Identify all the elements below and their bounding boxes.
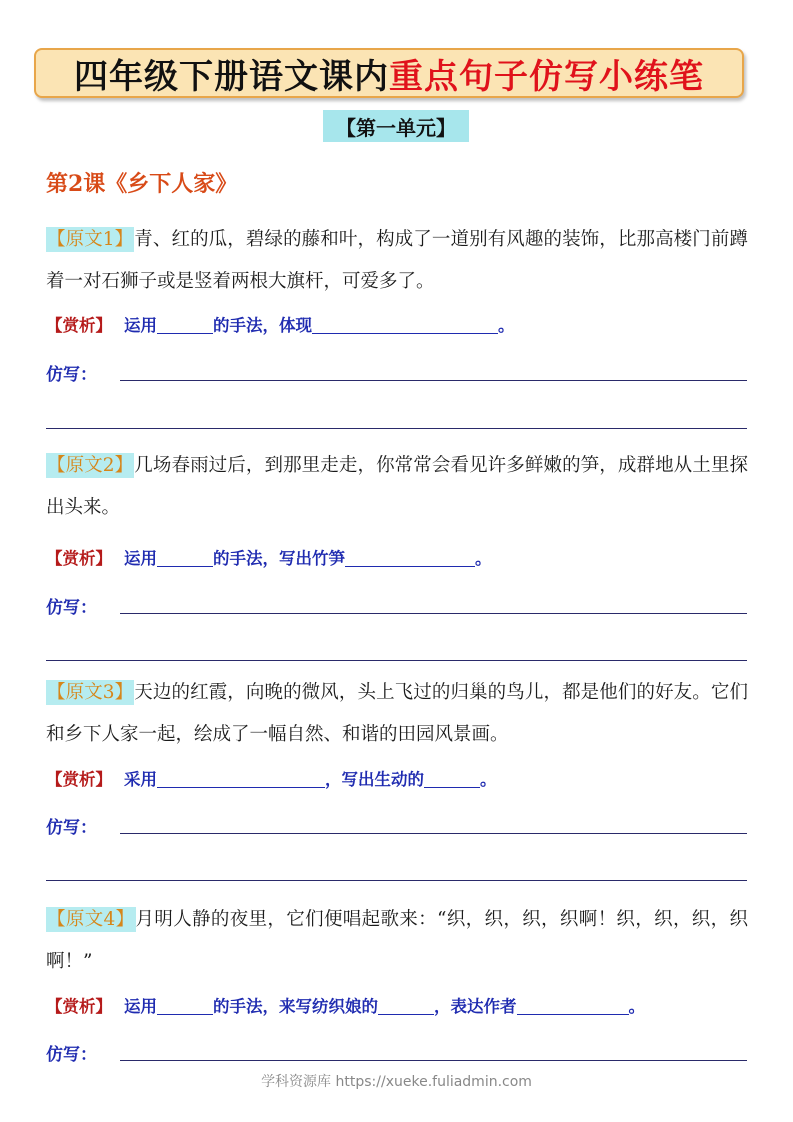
analysis-text: 的手法，体现 [213, 316, 312, 335]
original-sentence: 青、红的瓜，碧绿的藤和叶，构成了一道别有风趣的装饰，比那高楼门前蹲着一对石狮子或是竖着两根大旗杆，可爱多了。 [46, 229, 748, 292]
practice-line[interactable] [46, 428, 747, 429]
analysis-text: 运用 [124, 549, 157, 568]
practice-label-3: 仿写： [46, 818, 97, 838]
practice-label-2: 仿写： [46, 598, 97, 618]
original-tag: 【原文1】 [47, 229, 134, 250]
practice-line[interactable] [120, 1060, 747, 1061]
practice-line[interactable] [46, 880, 747, 881]
practice-line[interactable] [120, 380, 747, 381]
practice-label-4: 仿写： [46, 1045, 97, 1065]
original-text-2 [46, 445, 748, 529]
fill-blank[interactable] [345, 548, 475, 567]
analysis-text: 。 [628, 997, 645, 1016]
lesson-heading: 第2课《乡下人家》 [46, 171, 238, 197]
original-tag: 【原文2】 [47, 455, 134, 476]
fill-blank[interactable] [517, 996, 629, 1015]
analysis-text: 的手法，来写纺织娘的 [213, 997, 378, 1016]
original-sentence: 月明人静的夜里，它们便唱起歌来：“织，织，织，织啊！织，织，织，织啊！” [46, 909, 748, 972]
analysis-2 [46, 545, 492, 569]
analysis-1 [46, 312, 515, 336]
practice-line[interactable] [46, 660, 747, 661]
practice-line[interactable] [120, 613, 747, 614]
analysis-text: 运用 [124, 316, 157, 335]
analysis-3 [46, 766, 497, 790]
fill-blank[interactable] [312, 315, 498, 334]
analysis-text: ，写出生动的 [325, 770, 424, 789]
analysis-label: 【赏析】 [46, 316, 112, 335]
footer-watermark: 学科资源库 https://xueke.fuliadmin.com [261, 1074, 532, 1090]
unit-heading: 【第一单元】 [323, 110, 469, 142]
analysis-text: 。 [498, 316, 515, 335]
title-part-red: 重点句子仿写小练笔 [389, 56, 704, 97]
analysis-label: 【赏析】 [46, 549, 112, 568]
fill-blank[interactable] [157, 769, 325, 788]
analysis-4 [46, 993, 645, 1017]
analysis-text: ，表达作者 [434, 997, 517, 1016]
title-part-black: 四年级下册语文课内 [74, 56, 389, 97]
practice-line[interactable] [120, 833, 747, 834]
original-sentence: 天边的红霞，向晚的微风，头上飞过的归巢的鸟儿，都是他们的好友。它们和乡下人家一起，绘成了一幅自然、和谐的田园风景画。 [46, 682, 748, 745]
fill-blank[interactable] [157, 548, 213, 567]
original-text-4 [46, 899, 748, 983]
analysis-text: 。 [480, 770, 497, 789]
analysis-label: 【赏析】 [46, 770, 112, 789]
original-text-3 [46, 672, 748, 756]
original-tag: 【原文4】 [47, 909, 135, 930]
fill-blank[interactable] [157, 315, 213, 334]
original-sentence: 几场春雨过后，到那里走走，你常常会看见许多鲜嫩的笋，成群地从土里探出头来。 [46, 455, 748, 518]
page-title [34, 48, 744, 98]
original-tag: 【原文3】 [47, 682, 134, 703]
fill-blank[interactable] [378, 996, 434, 1015]
fill-blank[interactable] [157, 996, 213, 1015]
original-text-1 [46, 219, 748, 303]
analysis-text: 采用 [124, 770, 157, 789]
analysis-text: 的手法，写出竹笋 [213, 549, 345, 568]
analysis-text: 运用 [124, 997, 157, 1016]
analysis-text: 。 [475, 549, 492, 568]
practice-label-1: 仿写： [46, 365, 97, 385]
fill-blank[interactable] [424, 769, 480, 788]
analysis-label: 【赏析】 [46, 997, 112, 1016]
